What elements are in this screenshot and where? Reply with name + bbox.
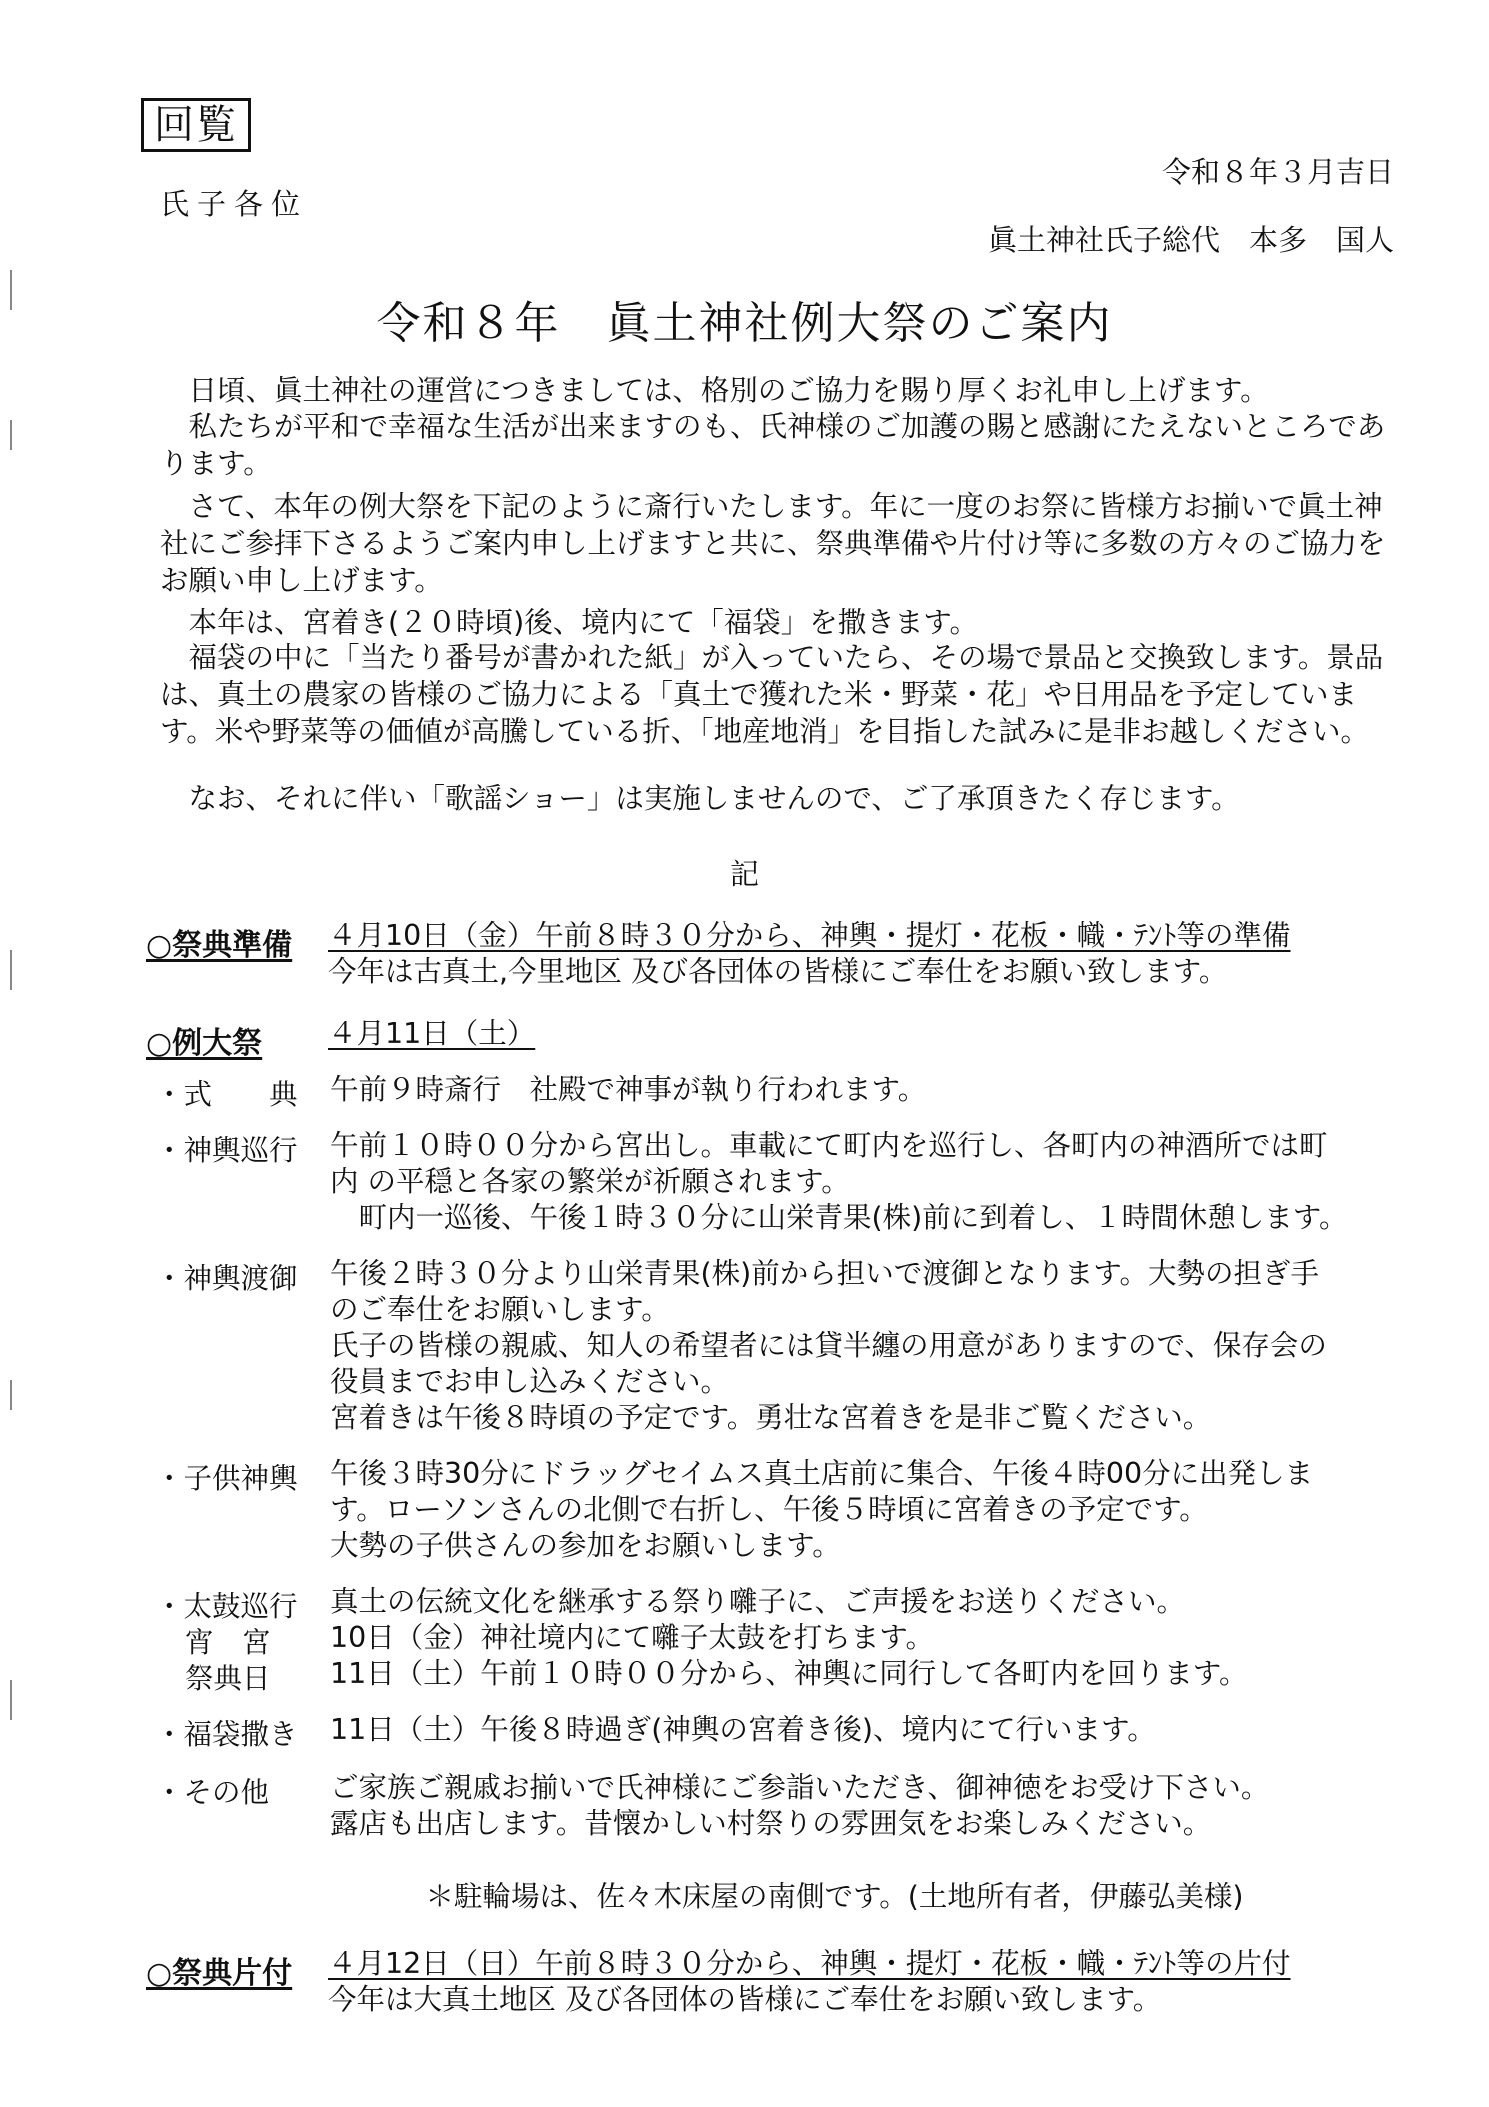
- item-line: 午前９時斎行 社殿で神事が執り行われます。: [330, 1073, 927, 1106]
- item-line: 10日（金）神社境内にて囃子太鼓を打ちます。: [330, 1621, 934, 1654]
- intro-paragraph: 日頃、眞土神社の運営につきましては、格別のご協力を賜り厚くお礼申し上げます。: [188, 374, 1269, 407]
- item-line: 午前１０時００分から宮出し。車載にて町内を巡行し、各町内の神酒所では町: [330, 1129, 1328, 1162]
- ki-heading: 記: [729, 857, 759, 891]
- item-line: 露店も出店します。昔懐かしい村祭りの雰囲気をお楽しみください。: [330, 1807, 1212, 1840]
- cleanup-heading: [146, 1948, 292, 1992]
- preparation-heading-text: ○祭典準備: [146, 928, 293, 963]
- recipient: 氏子各位: [160, 187, 309, 221]
- preparation-heading: [146, 920, 292, 964]
- item-label-shikiten: ・式 典: [155, 1078, 298, 1111]
- preparation-line: 今年は古真土,今里地区 及び各団体の皆様にご奉仕をお願い致します。: [328, 955, 1228, 988]
- item-label-mikoshi-junko: ・神輿巡行: [155, 1134, 298, 1167]
- item-body-mikoshi-togyo: [330, 1256, 1410, 1436]
- item-line: 役員までお申し込みください。: [330, 1365, 730, 1398]
- item-body-shikiten: [330, 1072, 1410, 1108]
- item-line: す。ローソンさんの北側で右折し、午後５時頃に宮着きの予定です。: [330, 1493, 1208, 1526]
- item-label-other: ・その他: [155, 1776, 270, 1809]
- document-title: 令和８年 眞土神社例大祭のご案内: [376, 298, 1113, 349]
- item-body-other: [330, 1770, 1410, 1842]
- scan-edge-mark: [10, 420, 12, 450]
- cleanup-line: 今年は大真土地区 及び各団体の皆様にご奉仕をお願い致します。: [328, 1983, 1162, 2016]
- item-label-mikoshi-togyo: ・神輿渡御: [155, 1262, 298, 1295]
- intro-paragraph: さて、本年の例大祭を下記のように斎行いたします。年に一度のお祭に皆様方お揃いで眞土神社にご参拝下さるようご案内申し上げますと共に、祭典準備や片付け等に多数の方々のご協力をお願い申し上げます。: [160, 490, 1386, 597]
- taiko-sublabel-saitenbi: 祭典日: [185, 1662, 271, 1695]
- item-line: 午後３時30分にドラッグセイムス真土店前に集合、午後４時00分に出発しま: [330, 1457, 1314, 1490]
- preparation-line: ４月10日（金）午前８時３０分から、神輿・提灯・花板・幟・ﾃﾝﾄ等の準備: [328, 919, 1291, 952]
- cleanup-heading-text: ○祭典片付: [146, 1956, 293, 1991]
- intro-paragraph: 本年は、宮着き(２０時頃)後、境内にて「福袋」を撒きます。: [188, 606, 978, 639]
- item-body-kodomo-mikoshi: [330, 1456, 1410, 1564]
- item-label-kodomo-mikoshi: ・子供神輿: [155, 1462, 298, 1495]
- item-label-fukubukuro: ・福袋撒き: [155, 1718, 298, 1751]
- intro-paragraph: なお、それに伴い「歌謡ショー」は実施しませんので、ご了承頂きたく存じます。: [188, 782, 1240, 815]
- item-line: のご奉仕をお願いします。: [330, 1293, 670, 1326]
- item-line: 11日（土）午前１０時００分から、神輿に同行して各町内を回ります。: [330, 1657, 1248, 1690]
- item-line: 町内一巡後、午後１時３０分に山栄青果(株)前に到着し、１時間休憩します。: [330, 1201, 1348, 1234]
- sender: 眞土神社氏子総代 本多 国人: [987, 223, 1394, 257]
- scan-edge-mark: [10, 1380, 12, 1410]
- item-body-mikoshi-junko: [330, 1128, 1410, 1236]
- item-label-taiko: ・太鼓巡行: [155, 1590, 298, 1623]
- item-line: ご家族ご親戚お揃いで氏神様にご参詣いただき、御神徳をお受け下さい。: [330, 1771, 1270, 1804]
- item-line: 大勢の子供さんの参加をお願いします。: [330, 1529, 841, 1562]
- festival-heading-text: ○例大祭: [146, 1026, 263, 1061]
- intro-paragraph: 私たちが平和で幸福な生活が出来ますのも、氏神様のご加護の賜と感謝にたえないところであります。: [160, 410, 1386, 480]
- taiko-sublabel-yoimiya: 宵 宮: [185, 1626, 271, 1659]
- scan-edge-mark: [10, 950, 12, 990]
- item-line: 11日（土）午後８時過ぎ(神輿の宮着き後)、境内にて行います。: [330, 1713, 1156, 1746]
- item-body-taiko: [330, 1584, 1410, 1692]
- item-line: 午後２時３０分より山栄青果(株)前から担いで渡御となります。大勢の担ぎ手: [330, 1257, 1319, 1290]
- item-body-fukubukuro: [330, 1712, 1410, 1748]
- item-line: 内 の平穏と各家の繁栄が祈願されます。: [330, 1165, 850, 1198]
- intro-paragraph: 福袋の中に「当たり番号が書かれた紙」が入っていたら、その場で景品と交換致します。景品は、真土の農家の皆様のご協力による「真土で獲れた米・野菜・花」や日用品を予定しています。米や野菜等の価値が高騰している折、「地産地消」を目指した試みに是非お越しください。: [160, 641, 1384, 748]
- document-date: 令和８年３月吉日: [1161, 155, 1394, 189]
- circulation-stamp: 回覧: [141, 98, 251, 152]
- festival-date: ４月11日（土）: [328, 1017, 536, 1050]
- festival-heading: [146, 1018, 262, 1062]
- scan-edge-mark: [10, 1680, 12, 1720]
- item-line: 真土の伝統文化を継承する祭り囃子に、ご声援をお送りください。: [330, 1585, 1186, 1618]
- item-line: 氏子の皆様の親戚、知人の希望者には貸半纏の用意がありますので、保存会の: [330, 1329, 1327, 1362]
- festival-date-block: [328, 1016, 1408, 1052]
- cleanup-line: ４月12日（日）午前８時３０分から、神輿・提灯・花板・幟・ﾃﾝﾄ等の片付: [328, 1947, 1291, 1980]
- cleanup-body: [328, 1946, 1408, 2018]
- preparation-body: [328, 918, 1408, 990]
- item-line: 宮着きは午後８時頃の予定です。勇壮な宮着きを是非ご覧ください。: [330, 1401, 1212, 1434]
- parking-note: ＊駐輪場は、佐々木床屋の南側です。(土地所有者，伊藤弘美様): [425, 1880, 1244, 1913]
